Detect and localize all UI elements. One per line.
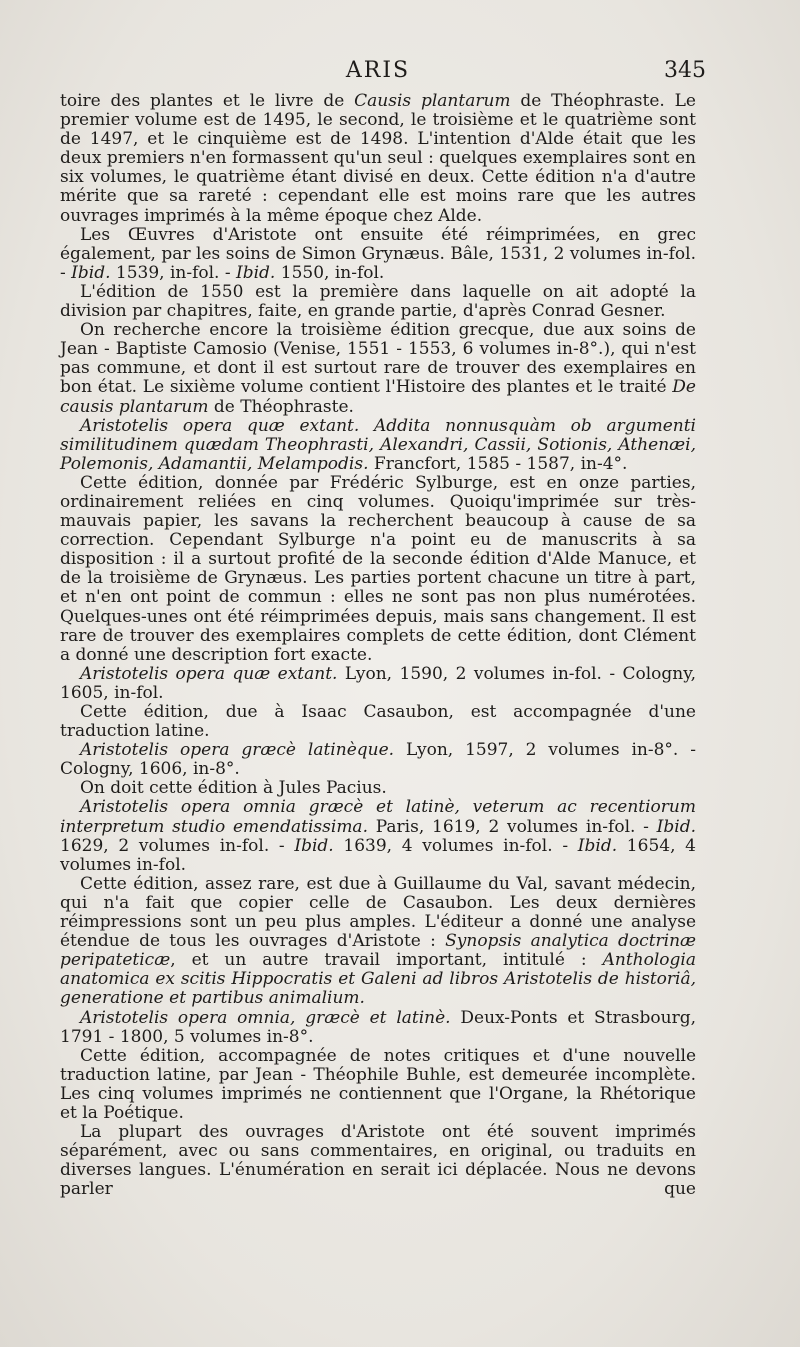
italic-text: Ibid. xyxy=(71,262,111,283)
text-run: Lyon, 1590, 2 volumes in-fol. - Cologny, 1605, in-fol. xyxy=(60,663,697,703)
text-run: L'édition de 1550 est la première dans laquelle on ait adopté la division par chapitres, faite, en grande partie, d'après Conrad Gesner. xyxy=(60,281,696,322)
text-run: de Théophraste. Le premier volume est de 1495, le second, le troisième et le quatrième sont de 1497, et le cinquième est de 1498. L'intention d'Alde était que les deux premiers n'en formassent qu'un seul : quelques exemplaires sont en six volumes, le quatrième étant divisé en deux. Cette édition n'a d'autre mérite que sa rareté : cependant elle est moins rare que les autres ouvrages imprimés à la même époque chez Alde. xyxy=(60,91,696,226)
text-run: 1654, 4 volumes in-fol. xyxy=(60,835,696,875)
text-run: 1629, 2 volumes in-fol. - xyxy=(60,835,295,856)
paragraph xyxy=(60,417,696,474)
text-run: de Théophraste. xyxy=(208,396,354,417)
italic-text: Ibid. xyxy=(577,835,618,856)
text-run: Cette édition, donnée par Frédéric Sylburge, est en onze parties, ordinairement reliées en cinq volumes. Quoiqu'imprimée sur très-mauvais papier, les savans la recherchent beaucoup à cause de sa correction. Cependant Sylburge n'a point eu de manuscrits à sa disposition : il a surtout profité de la seconde édition d'Alde Manuce, et de la troisième de Grynæus. Les parties portent chacune un titre à part, et n'en ont point de commun : elles ne sont pas non plus numérotées. Quelques-unes ont été réimprimées depuis, mais sans changement. Il est rare de trouver des exemplaires complets de cette édition, dont Clément a donné une description fort exacte. xyxy=(60,472,696,665)
italic-text: De causis plantarum xyxy=(60,377,696,417)
italic-text: Aristotelis opera quæ extant. xyxy=(80,663,338,684)
paragraph xyxy=(60,1123,696,1199)
text-run: Paris, 1619, 2 volumes in-fol. - xyxy=(367,816,657,837)
paragraph xyxy=(60,474,696,665)
paragraph xyxy=(60,1047,696,1123)
text-run: Deux-Ponts et Strasbourg, 1791 - 1800, 5 volumes in-8°. xyxy=(60,1007,696,1047)
paragraph xyxy=(60,779,696,798)
text-run: 1550, in-fol. xyxy=(275,262,385,283)
paragraph xyxy=(60,875,696,1009)
italic-text: Ibid. xyxy=(656,816,696,837)
text-run: Cette édition, assez rare, est due à Guillaume du Val, savant médecin, qui n'a fait que copier celle de Casaubon. Les deux dernières réimpressions sont un peu plus amples. L'éditeur a donné une analyse étendue de tous les ouvrages d'Aristote : xyxy=(60,873,696,952)
text-run: Cette édition, due à Isaac Casaubon, est accompagnée d'une traduction latine. xyxy=(60,702,696,742)
text-run: La plupart des ouvrages d'Aristote ont été souvent imprimés séparément, avec ou sans commentaires, en original, ou traduits en diverses langues. L'énumération en serait ici déplacée. Nous ne devons parler que xyxy=(60,1122,696,1200)
italic-text: Ibid. xyxy=(236,262,276,283)
page-number: 345 xyxy=(664,58,706,83)
italic-text: Aristotelis opera omnia, græcè et latinè. xyxy=(80,1007,451,1028)
text-run: 1539, in-fol. - xyxy=(110,262,237,283)
paragraph xyxy=(60,703,696,741)
italic-text: Causis plantarum xyxy=(354,91,511,111)
text-run: Cette édition, accompagnée de notes critiques et d'une nouvelle traduction latine, par Jean - Théophile Buhle, est demeurée incomplète. Les cinq volumes imprimés ne contiennent que l'Organe, la Rhétorique et la Poétique. xyxy=(60,1045,696,1123)
paragraph xyxy=(60,1009,696,1047)
paragraph xyxy=(60,283,696,321)
text-run: On recherche encore la troisième édition grecque, due aux soins de Jean - Baptiste Camosio (Venise, 1551 - 1553, 6 volumes in-8°.), qui n'est pas commune, et dont il est surtout rare de trouver des exemplaires en bon état. Le sixième volume contient l'Histoire des plantes et le traité xyxy=(60,320,696,398)
text-run: Lyon, 1597, 2 volumes in-8°. - Cologny, 1606, in-8°. xyxy=(60,740,696,780)
paragraph xyxy=(60,92,696,226)
paragraph xyxy=(60,741,696,779)
italic-text: Ibid. xyxy=(294,835,334,856)
italic-text: Aristotelis opera græcè latinèque. xyxy=(80,740,395,761)
running-head: ARIS xyxy=(345,58,411,83)
italic-text: Aristotelis opera omnia græcè et latinè, veterum ac recentiorum interpretum studio emendatissima. xyxy=(60,797,696,837)
text-run: Les Œuvres d'Aristote ont ensuite été réimprimées, en grec également, par les soins de Simon Grynæus. Bâle, 1531, 2 volumes in-fol. - xyxy=(60,224,696,283)
text-run: toire des plantes et le livre de xyxy=(60,91,355,111)
page-header xyxy=(60,58,706,92)
text-run: Francfort, 1585 - 1587, in-4°. xyxy=(368,453,628,474)
paragraph xyxy=(60,226,696,283)
italic-text: Anthologia anatomica ex scitis Hippocratis et Galeni ad libros Aristotelis de historiâ, generatione et partibus animalium. xyxy=(60,950,696,1009)
text-run: 1639, 4 volumes in-fol. - xyxy=(333,835,578,856)
italic-text: Aristotelis opera quæ extant. Addita nonnusquàm ob argumenti similitudinem quædam Theophrasti, Alexandri, Cassii, Sotionis, Athenæi, Polemonis, Adamantii, Melampodis. xyxy=(60,415,696,474)
text-run: On doit cette édition à Jules Pacius. xyxy=(80,778,387,799)
paragraph xyxy=(60,321,696,416)
paragraph xyxy=(60,798,696,874)
text-run: , et un autre travail important, intitulé : xyxy=(170,950,603,971)
italic-text: Synopsis analytica doctrinæ peripateticæ xyxy=(60,931,697,971)
paragraph xyxy=(60,665,696,703)
body-text xyxy=(60,92,696,1199)
